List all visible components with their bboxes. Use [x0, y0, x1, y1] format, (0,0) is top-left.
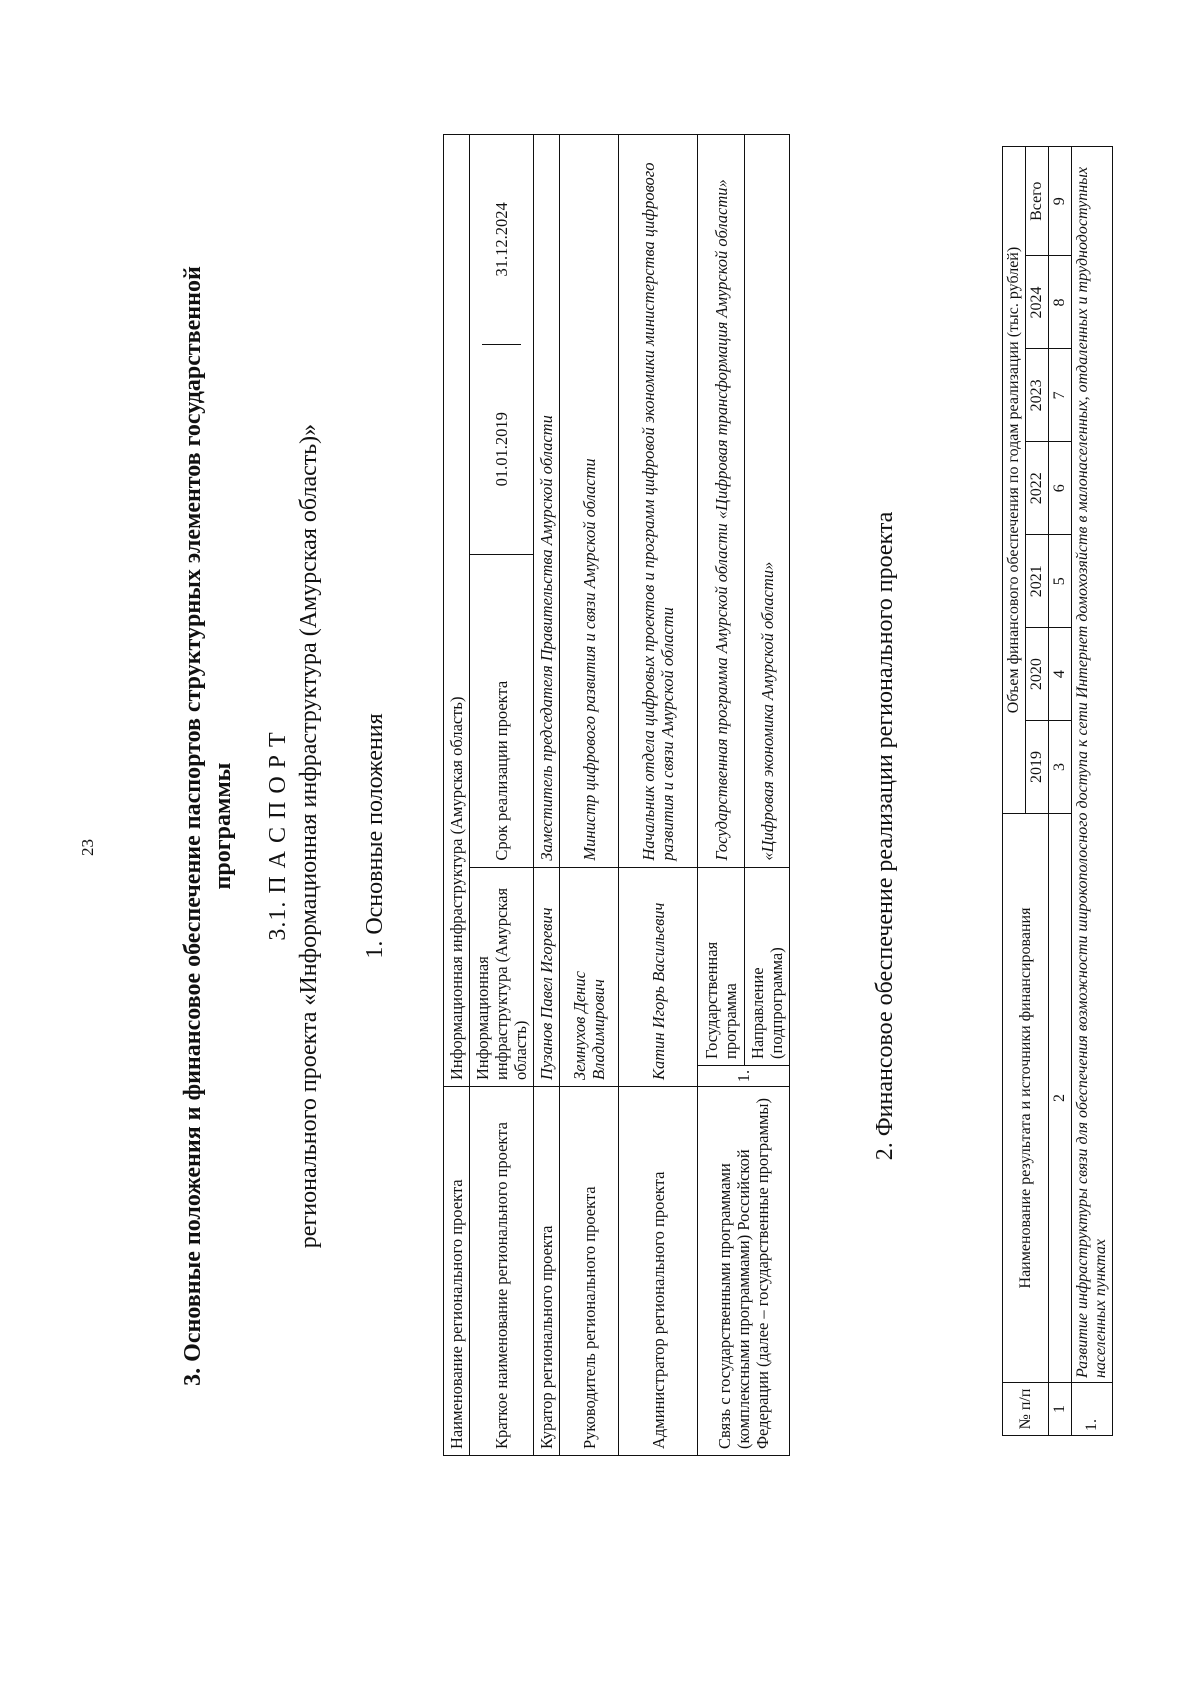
table-row: [444, 135, 470, 1456]
col-index: 7: [1049, 349, 1072, 442]
curator-position: Заместитель председателя Правительства Амурской области: [534, 135, 560, 868]
name-label: Наименование регионального проекта: [444, 1087, 470, 1456]
page-number: 23: [78, 839, 97, 856]
table-row: [698, 135, 745, 1456]
col-name-header: Наименование результата и источники финансирования: [1003, 814, 1049, 1383]
state-program-label: Государственная программа: [698, 867, 745, 1065]
col-index: 8: [1049, 256, 1072, 349]
table-row: [619, 135, 698, 1456]
year-header: 2024: [1026, 256, 1049, 349]
table-header-row: [1003, 147, 1026, 1436]
year-header: 2022: [1026, 442, 1049, 535]
state-program-value: Государственная программа Амурской области «Цифровая трансформация Амурской области»: [698, 135, 745, 868]
admin-name: Катин Игорь Васильевич: [619, 867, 698, 1086]
col-volume-header: Объем финансового обеспечения по годам реализации (тыс. рублей): [1003, 147, 1026, 814]
head-position: Министр цифрового развития и связи Амурской области: [560, 135, 619, 868]
passport-title: 3.1. П А С П О Р Т: [265, 731, 291, 941]
term-dates-table: [482, 135, 521, 554]
admin-label: Администратор регионального проекта: [619, 1087, 698, 1456]
col-index: 2: [1049, 814, 1072, 1383]
programs-link-number: 1.: [698, 1066, 790, 1087]
term-label: Срок реализации проекта: [470, 554, 534, 867]
year-header: 2019: [1026, 721, 1049, 814]
section-heading-line2: программы: [210, 762, 236, 890]
table-row: [560, 135, 619, 1456]
curator-label: Куратор регионального проекта: [534, 1087, 560, 1456]
head-name: Земнухов Денис Владимирович: [560, 867, 619, 1086]
term-end: 31.12.2024: [492, 202, 511, 277]
column-index-row: [1049, 147, 1072, 1436]
name-value: Информационная инфраструктура (Амурская область): [444, 135, 470, 1087]
total-header: Всего: [1026, 147, 1049, 256]
direction-label: Направление (подпрограмма): [745, 867, 790, 1065]
table-row: [470, 135, 534, 1456]
col-index: 6: [1049, 442, 1072, 535]
direction-value: «Цифровая экономика Амурской области»: [745, 135, 790, 868]
main-provisions-table: [443, 134, 790, 1456]
year-header: 2021: [1026, 535, 1049, 628]
section1-title: 1. Основные положения: [362, 713, 388, 959]
term-start: 01.01.2019: [482, 344, 521, 553]
col-index: 9: [1049, 147, 1072, 256]
year-header: 2023: [1026, 349, 1049, 442]
col-index: 4: [1049, 628, 1072, 721]
head-label: Руководитель регионального проекта: [560, 1087, 619, 1456]
term-dates: [470, 135, 534, 555]
col-num-header: № п/п: [1003, 1383, 1049, 1436]
financial-table: [1002, 146, 1113, 1436]
section2-title: 2. Финансовое обеспечение реализации регионального проекта: [872, 511, 898, 1161]
programs-link-label: Связь с государственными программами (комплексными программами) Российской Федерации (далее – государственные программы): [698, 1087, 790, 1456]
row-number: 1.: [1072, 1383, 1113, 1436]
table-row: [534, 135, 560, 1456]
col-index: 3: [1049, 721, 1072, 814]
col-index: 1: [1049, 1383, 1072, 1436]
result-description: Развитие инфраструктуры связи для обеспечения возможности широкополосного доступа к сети Интернет домохозяйств в малонаселенных, отдаленных и труднодоступных населенных пунктах: [1072, 147, 1113, 1383]
col-index: 5: [1049, 535, 1072, 628]
passport-subtitle: регионального проекта «Информационная инфраструктура (Амурская область)»: [296, 423, 322, 1249]
table-row: [1072, 147, 1113, 1436]
year-header: 2020: [1026, 628, 1049, 721]
admin-position: Начальник отдела цифровых проектов и программ цифровой экономики министерства цифрового развития и связи Амурской области: [619, 135, 698, 868]
section-heading-line1: 3. Основные положения и финансовое обеспечение паспортов структурных элементов государственной: [180, 266, 206, 1386]
short-name-label: Краткое наименование регионального проекта: [470, 1087, 534, 1456]
curator-name: Пузанов Павел Игоревич: [534, 867, 560, 1086]
short-name-value: Информационная инфраструктура (Амурская область): [470, 867, 534, 1086]
